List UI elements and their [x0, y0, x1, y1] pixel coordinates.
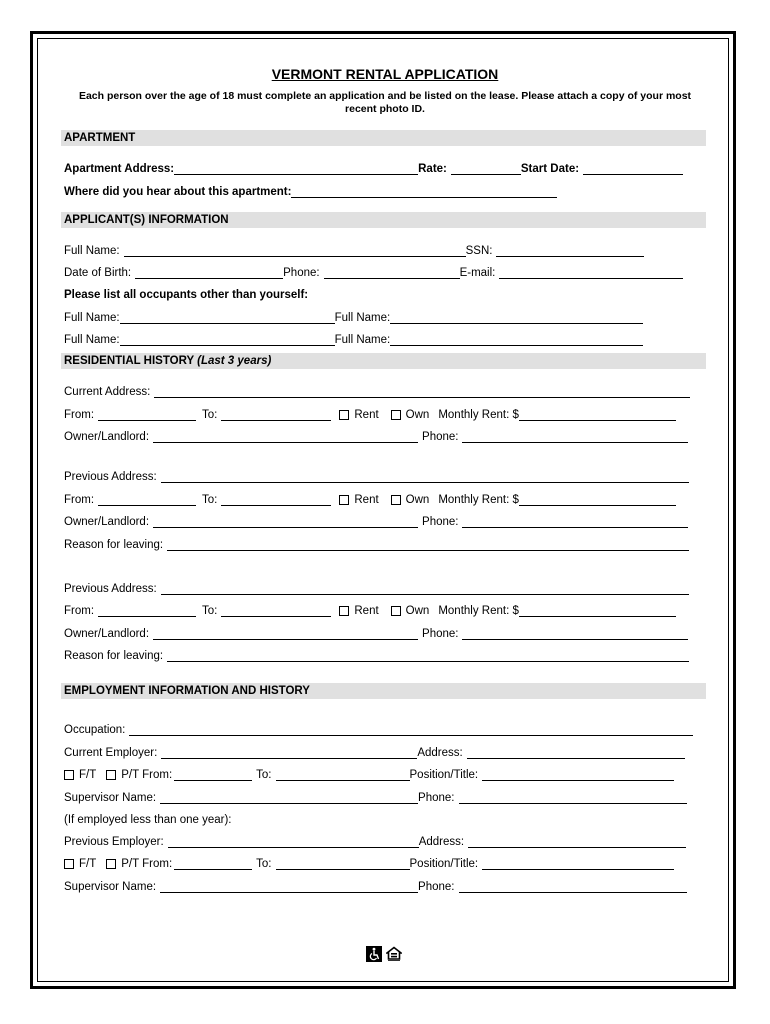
previous-1-reason-row [64, 535, 704, 551]
employer-address-label: Address: [417, 747, 463, 759]
occupants-prompt-row [64, 285, 704, 301]
form-intro: Each person over the age of 18 must complete an application and be listed on the lease. Please attach a copy of your most recent photo ID. [78, 90, 692, 115]
supervisor-label: Supervisor Name: [64, 792, 157, 804]
current-ft-checkbox[interactable] [64, 770, 74, 780]
previous-employer-address-field[interactable] [468, 835, 686, 848]
previous-2-rent-checkbox[interactable] [339, 606, 349, 616]
current-address-row [64, 382, 704, 398]
previous-2-own-checkbox[interactable] [391, 606, 401, 616]
ft-label: F/T [79, 769, 97, 781]
current-dates-row [64, 405, 704, 421]
previous-address-1-row [64, 467, 704, 483]
landlord-phone-label: Phone: [422, 516, 459, 528]
occupant-1-name-field[interactable] [120, 311, 335, 324]
supervisor-label: Supervisor Name: [64, 881, 157, 893]
previous-ft-checkbox[interactable] [64, 859, 74, 869]
current-landlord-row [64, 427, 704, 443]
owner-landlord-label: Owner/Landlord: [64, 431, 150, 443]
email-label: E-mail: [459, 267, 496, 279]
landlord-phone-label: Phone: [422, 628, 459, 640]
rent-label: Rent [354, 605, 379, 617]
previous-2-monthly-rent-field[interactable] [519, 604, 676, 617]
ft-label: F/T [79, 858, 97, 870]
section-residential [61, 353, 706, 369]
previous-supervisor-row [64, 877, 704, 893]
phone-field[interactable] [324, 266, 460, 279]
residential-note: (Last 3 years) [197, 355, 272, 367]
current-rent-checkbox[interactable] [339, 410, 349, 420]
owner-landlord-label: Owner/Landlord: [64, 628, 150, 640]
previous-address-1-field[interactable] [161, 470, 689, 483]
apartment-address-label: Apartment Address: [64, 163, 175, 175]
occupants-prompt: Please list all occupants other than yourself: [64, 289, 309, 301]
rate-label: Rate: [418, 163, 447, 175]
employment-to-label: To: [256, 769, 272, 781]
previous-2-reason-row [64, 646, 704, 662]
from-label: From: [64, 494, 95, 506]
previous-1-landlord-field[interactable] [153, 515, 418, 528]
current-employer-field[interactable] [161, 746, 417, 759]
pt-from-label: P/T From: [121, 858, 173, 870]
current-from-field[interactable] [98, 408, 196, 421]
current-employer-address-field[interactable] [467, 746, 685, 759]
current-supervisor-row [64, 788, 704, 804]
rent-label: Rent [354, 409, 379, 421]
to-label: To: [202, 409, 218, 421]
footer-logos [366, 946, 402, 962]
current-landlord-phone-field[interactable] [462, 430, 688, 443]
occupant-name-label: Full Name: [64, 312, 120, 324]
previous-1-landlord-row [64, 512, 704, 528]
section-employment: EMPLOYMENT INFORMATION AND HISTORY [61, 683, 706, 699]
occupant-2-name-field[interactable] [390, 311, 643, 324]
dob-label: Date of Birth: [64, 267, 132, 279]
current-landlord-field[interactable] [153, 430, 418, 443]
form-title: VERMONT RENTAL APPLICATION [271, 66, 499, 82]
previous-1-monthly-rent-field[interactable] [519, 493, 676, 506]
current-supervisor-field[interactable] [160, 791, 418, 804]
full-name-label: Full Name: [64, 245, 120, 257]
ssn-label: SSN: [465, 245, 493, 257]
section-applicants: APPLICANT(S) INFORMATION [61, 212, 706, 228]
position-label: Position/Title: [409, 769, 479, 781]
monthly-rent-label: Monthly Rent: $ [438, 409, 519, 421]
previous-1-landlord-phone-field[interactable] [462, 515, 688, 528]
own-label: Own [405, 494, 430, 506]
current-own-checkbox[interactable] [391, 410, 401, 420]
previous-2-landlord-field[interactable] [153, 627, 418, 640]
previous-to-date-field[interactable] [276, 857, 410, 870]
occupant-name-label: Full Name: [334, 334, 391, 346]
hear-about-label: Where did you hear about this apartment: [64, 186, 292, 198]
previous-address-label: Previous Address: [64, 471, 157, 483]
current-position-field[interactable] [482, 768, 674, 781]
accessibility-icon [366, 946, 382, 962]
applicant-row-1 [64, 241, 704, 257]
current-supervisor-phone-field[interactable] [459, 791, 687, 804]
occupation-field[interactable] [129, 723, 693, 736]
to-label: To: [202, 494, 218, 506]
start-date-label: Start Date: [520, 163, 580, 175]
email-field[interactable] [499, 266, 683, 279]
previous-address-2-row [64, 579, 704, 595]
occupation-row [64, 720, 704, 736]
previous-position-field[interactable] [482, 857, 674, 870]
previous-2-landlord-phone-field[interactable] [462, 627, 688, 640]
phone-label: Phone: [283, 267, 320, 279]
occupants-row-1 [64, 308, 704, 324]
previous-employment-type-row [64, 854, 704, 870]
current-address-field[interactable] [154, 385, 690, 398]
previous-2-reason-field[interactable] [167, 649, 689, 662]
residential-heading: RESIDENTIAL HISTORY [64, 355, 194, 367]
previous-employer-field[interactable] [168, 835, 419, 848]
from-label: From: [64, 409, 95, 421]
apartment-row-1 [64, 159, 704, 175]
reason-label: Reason for leaving: [64, 539, 164, 551]
applicant-row-2 [64, 263, 704, 279]
previous-2-dates-row [64, 601, 704, 617]
previous-1-rent-checkbox[interactable] [339, 495, 349, 505]
previous-employer-row [64, 832, 704, 848]
previous-address-2-field[interactable] [161, 582, 689, 595]
to-label: To: [202, 605, 218, 617]
previous-from-date-field[interactable] [174, 857, 252, 870]
position-label: Position/Title: [409, 858, 479, 870]
section-apartment: APARTMENT [61, 130, 706, 146]
current-address-label: Current Address: [64, 386, 151, 398]
own-label: Own [405, 409, 430, 421]
apartment-address-field[interactable] [174, 162, 418, 175]
dob-field[interactable] [135, 266, 283, 279]
previous-1-to-field[interactable] [221, 493, 331, 506]
occupant-name-label: Full Name: [64, 334, 120, 346]
reason-label: Reason for leaving: [64, 650, 164, 662]
monthly-rent-label: Monthly Rent: $ [438, 494, 519, 506]
owner-landlord-label: Owner/Landlord: [64, 516, 150, 528]
occupation-label: Occupation: [64, 724, 126, 736]
current-to-date-field[interactable] [276, 768, 410, 781]
previous-address-label: Previous Address: [64, 583, 157, 595]
previous-1-reason-field[interactable] [167, 538, 689, 551]
own-label: Own [405, 605, 430, 617]
previous-1-dates-row [64, 490, 704, 506]
previous-1-from-field[interactable] [98, 493, 196, 506]
supervisor-phone-label: Phone: [418, 881, 455, 893]
current-employment-type-row [64, 765, 704, 781]
occupant-name-label: Full Name: [334, 312, 391, 324]
current-employer-label: Current Employer: [64, 747, 158, 759]
previous-2-from-field[interactable] [98, 604, 196, 617]
apartment-row-2 [64, 182, 704, 198]
pt-from-label: P/T From: [121, 769, 173, 781]
previous-supervisor-field[interactable] [160, 880, 418, 893]
start-date-field[interactable] [583, 162, 683, 175]
occupants-row-2 [64, 330, 704, 346]
previous-1-own-checkbox[interactable] [391, 495, 401, 505]
rent-label: Rent [354, 494, 379, 506]
less-than-year-row [64, 810, 704, 826]
previous-2-to-field[interactable] [221, 604, 331, 617]
equal-housing-icon [386, 946, 402, 962]
previous-2-landlord-row [64, 624, 704, 640]
less-than-year-note: (If employed less than one year): [64, 814, 232, 826]
monthly-rent-label: Monthly Rent: $ [438, 605, 519, 617]
occupant-3-name-field[interactable] [120, 333, 335, 346]
ssn-field[interactable] [496, 244, 644, 257]
occupant-4-name-field[interactable] [390, 333, 643, 346]
current-pt-checkbox[interactable] [106, 770, 116, 780]
employment-to-label: To: [256, 858, 272, 870]
hear-about-field[interactable] [291, 185, 557, 198]
from-label: From: [64, 605, 95, 617]
previous-employer-label: Previous Employer: [64, 836, 164, 848]
landlord-phone-label: Phone: [422, 431, 459, 443]
current-monthly-rent-field[interactable] [519, 408, 676, 421]
previous-pt-checkbox[interactable] [106, 859, 116, 869]
full-name-field[interactable] [124, 244, 466, 257]
current-employer-row [64, 743, 704, 759]
rate-field[interactable] [451, 162, 521, 175]
previous-supervisor-phone-field[interactable] [459, 880, 687, 893]
current-from-date-field[interactable] [174, 768, 252, 781]
supervisor-phone-label: Phone: [418, 792, 455, 804]
current-to-field[interactable] [221, 408, 331, 421]
employer-address-label: Address: [418, 836, 465, 848]
